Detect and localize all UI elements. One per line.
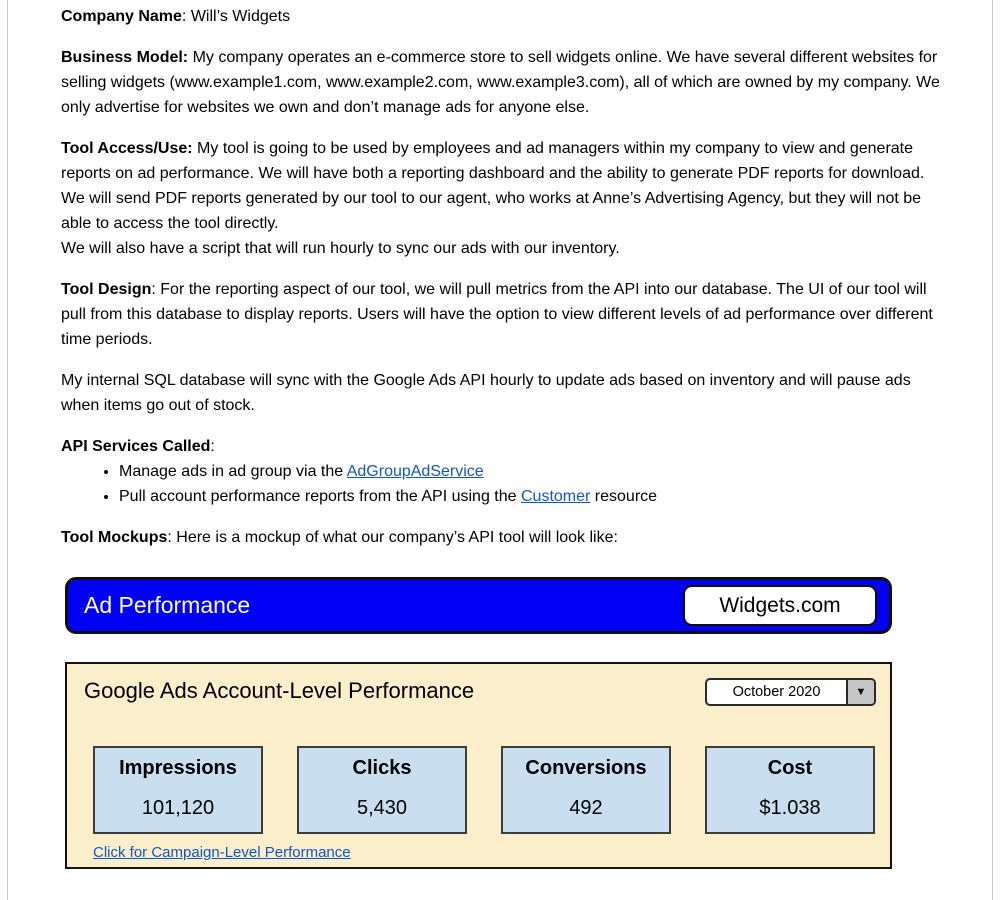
tool-design-label: Tool Design <box>61 281 152 298</box>
api-services-label: API Services Called <box>61 438 211 455</box>
customer-link[interactable]: Customer <box>520 488 591 505</box>
tool-design-text: : For the reporting aspect of our tool, we will pull metrics from the API into our database. The UI of our tool will pull from this database to display reports. Users will have the option to view different levels of ad performance over different time periods. <box>61 281 933 348</box>
sql-sync-text: My internal SQL database will sync with the Google Ads API hourly to update ads based on inventory and will pause ads when items go out of stock. <box>61 372 911 414</box>
business-model-label: Business Model: <box>61 49 189 66</box>
metric-value: $1.038 <box>759 797 821 819</box>
company-name-value: : Will’s Widgets <box>181 8 291 25</box>
api-services-list <box>61 459 940 509</box>
metric-value: 5,430 <box>356 797 408 819</box>
paragraph-api-services <box>61 434 940 459</box>
metric-label: Impressions <box>119 757 237 779</box>
list-item-adgroupadservice <box>119 459 940 484</box>
metric-label: Clicks <box>352 757 412 779</box>
company-name-label: Company Name <box>61 8 182 25</box>
tool-access-line2: We will also have a script that will run hourly to sync our ads with our inventory. <box>61 240 620 257</box>
metric-value: 101,120 <box>141 797 215 819</box>
tool-access-text: My tool is going to be used by employees and ad managers within my company to view and generate reports on ad performance. We will have both a reporting dashboard and the ability to generate PDF reports for download. We will send PDF reports generated by our tool to our agent, who works at Anne’s Advertising Agency, but they will not be able to access the tool directly. <box>61 140 925 232</box>
month-dropdown-value: October 2020 <box>732 684 821 700</box>
panel-header-row <box>67 664 890 706</box>
metric-card-impressions <box>93 746 263 834</box>
panel-title: Google Ads Account-Level Performance <box>84 678 475 703</box>
paragraph-sql-sync <box>61 368 940 418</box>
tool-access-label: Tool Access/Use: <box>61 140 193 157</box>
campaign-level-link[interactable]: Click for Campaign-Level Performance <box>93 844 351 861</box>
metric-card-clicks <box>297 746 467 834</box>
month-dropdown[interactable] <box>705 678 876 706</box>
business-model-text: My company operates an e-commerce store to sell widgets online. We have several different websites for selling widgets (www.example1.com, www.example2.com, www.example3.com), all of which are owned by my company. We only advertise for websites we own and don’t manage ads for anyone else. <box>61 49 940 116</box>
paragraph-tool-mockups <box>61 525 940 550</box>
metric-card-cost <box>705 746 875 834</box>
widgets-site-button[interactable] <box>683 585 877 626</box>
bullet2-post: resource <box>590 488 658 505</box>
metric-label: Cost <box>767 757 813 779</box>
dropdown-arrow-icon[interactable]: ▼ <box>846 680 874 704</box>
widgets-site-button-label: Widgets.com <box>719 593 841 617</box>
bullet1-text: Manage ads in ad group via the <box>119 463 347 480</box>
document-content <box>8 0 992 869</box>
document-page <box>7 0 993 900</box>
api-services-colon: : <box>210 438 215 455</box>
metric-label: Conversions <box>525 757 647 779</box>
paragraph-business-model <box>61 45 940 120</box>
metric-cards-row <box>67 746 890 834</box>
list-item-customer <box>119 484 940 509</box>
tool-mockups-text: : Here is a mockup of what our company’s API tool will look like: <box>167 529 618 546</box>
paragraph-tool-access <box>61 136 940 261</box>
bullet2-text: Pull account performance reports from the API using the <box>119 488 521 505</box>
mockup-app-header <box>65 577 892 634</box>
paragraph-company-name <box>61 4 940 29</box>
account-performance-panel <box>65 662 892 869</box>
tool-mockups-label: Tool Mockups <box>61 529 168 546</box>
mockup-header-title: Ad Performance <box>84 592 251 618</box>
paragraph-tool-design <box>61 277 940 352</box>
adgroupadservice-link[interactable]: AdGroupAdService <box>346 463 484 480</box>
metric-card-conversions <box>501 746 671 834</box>
campaign-link-row <box>67 843 890 862</box>
metric-value: 492 <box>569 797 603 819</box>
